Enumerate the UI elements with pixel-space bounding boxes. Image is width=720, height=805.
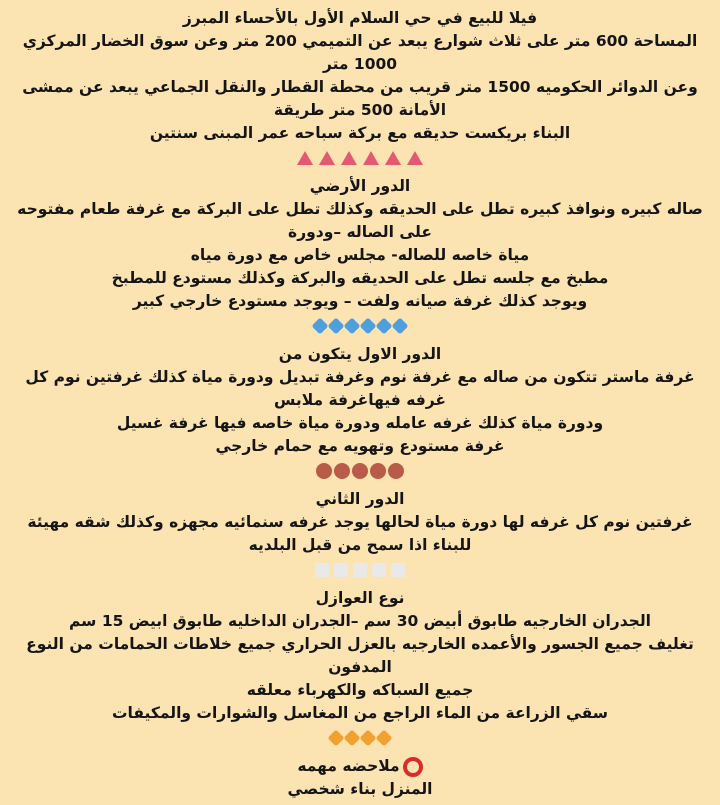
diamond-icon bbox=[344, 318, 361, 335]
square-icon bbox=[353, 563, 367, 577]
circle-icon bbox=[316, 463, 332, 479]
text-line: المنزل بناء شخصي bbox=[287, 780, 433, 798]
text-line: سقي الزراعة من الماء الراجع من المغاسل والشوارات والمكيفات bbox=[111, 704, 609, 722]
diamond-icon bbox=[312, 318, 329, 335]
text-line: البناء بريكست حديقه مع بركة سباحه عمر المبنى سنتين bbox=[149, 124, 571, 142]
diamond-icon bbox=[360, 318, 377, 335]
square-separator bbox=[8, 562, 712, 578]
diamond-separator bbox=[8, 318, 712, 334]
square-icon bbox=[315, 563, 329, 577]
section-first-floor bbox=[8, 343, 712, 479]
diamond-icon bbox=[328, 318, 345, 335]
square-icon bbox=[334, 563, 348, 577]
text-line: وعن الدوائر الحكوميه 1500 متر قريب من محطة القطار والنقل الجماعي يبعد عن ممشى الأمانة 500 متر طريقة bbox=[22, 78, 698, 119]
triangle-icon bbox=[341, 151, 357, 165]
triangle-icon bbox=[297, 151, 313, 165]
text-line: ويوجد كذلك غرفة صيانه ولفت – ويوجد مستودع خارجي كبير bbox=[132, 292, 588, 310]
text-line: ودورة مياة كذلك غرفه عامله ودورة مياة خاصه فيها غرفة غسيل bbox=[116, 414, 604, 432]
circle-icon bbox=[388, 463, 404, 479]
text-line: صاله كبيره ونوافذ كبيره تطل على الحديقه وكذلك تطل على البركة مع غرفة طعام مفتوحه على الصاله –ودورة bbox=[17, 200, 703, 241]
square-icon bbox=[372, 563, 386, 577]
section-note bbox=[8, 755, 712, 801]
diamond-separator bbox=[8, 730, 712, 746]
text-line: غرفتين نوم كل غرفه لها دورة مياة لحالها يوجد غرفه سنمائيه مجهزه وكذلك شقه مهيئة للبناء اذا سمح من قبل البلديه bbox=[27, 513, 693, 554]
text-line: مطبخ مع جلسه تطل على الحديقه والبركة وكذلك مستودع للمطبخ bbox=[111, 269, 609, 287]
triangle-icon bbox=[319, 151, 335, 165]
text-line: مياة خاصه للصاله- مجلس خاص مع دورة مياه bbox=[190, 246, 530, 264]
diamond-icon bbox=[328, 730, 345, 747]
triangle-separator bbox=[8, 150, 712, 166]
section-header-insulation: نوع العوازل bbox=[315, 589, 405, 607]
circle-separator bbox=[8, 463, 712, 479]
triangle-icon bbox=[407, 151, 423, 165]
diamond-icon bbox=[360, 730, 377, 747]
triangle-icon bbox=[385, 151, 401, 165]
circle-icon bbox=[352, 463, 368, 479]
section-header-first-floor: الدور الاول يتكون من bbox=[278, 345, 442, 363]
text-line: جميع السباكه والكهرباء معلقه bbox=[246, 681, 474, 699]
note-label: ملاحضه مهمه bbox=[297, 757, 400, 775]
square-icon bbox=[391, 563, 405, 577]
triangle-icon bbox=[363, 151, 379, 165]
diamond-icon bbox=[344, 730, 361, 747]
section-insulation bbox=[8, 587, 712, 746]
section-intro bbox=[8, 7, 712, 166]
text-line: غرفة ماستر تتكون من صاله مع غرفة نوم وغرفة تبديل ودورة مياة كذلك غرفتين نوم كل غرفه فيهاغرفة ملابس bbox=[25, 368, 695, 409]
diamond-icon bbox=[376, 730, 393, 747]
section-header-ground-floor: الدور الأرضي bbox=[309, 177, 411, 195]
section-second-floor bbox=[8, 488, 712, 578]
text-line: الجدران الخارجيه طابوق أبيض 30 سم –الجدران الداخليه طابوق ابيض 15 سم bbox=[69, 612, 651, 630]
text-line: تغليف جميع الجسور والأعمده الخارجيه بالعزل الحراري جميع خلاطات الحمامات من النوع المدفون bbox=[26, 635, 694, 676]
text-line: غرفة مستودع وتهويه مع حمام خارجي bbox=[215, 437, 505, 455]
diamond-icon bbox=[376, 318, 393, 335]
section-header-second-floor: الدور الثاني bbox=[315, 490, 405, 508]
red-circle-icon bbox=[403, 757, 423, 777]
important-note bbox=[8, 755, 712, 778]
page-title: فيلا للبيع في حي السلام الأول بالأحساء المبرز bbox=[182, 9, 538, 27]
circle-icon bbox=[334, 463, 350, 479]
circle-icon bbox=[370, 463, 386, 479]
text-line: المساحة 600 متر على ثلاث شوارع يبعد عن التميمي 200 متر وعن سوق الخضار المركزي 1000 متر bbox=[22, 32, 698, 73]
section-ground-floor bbox=[8, 175, 712, 334]
diamond-icon bbox=[392, 318, 409, 335]
